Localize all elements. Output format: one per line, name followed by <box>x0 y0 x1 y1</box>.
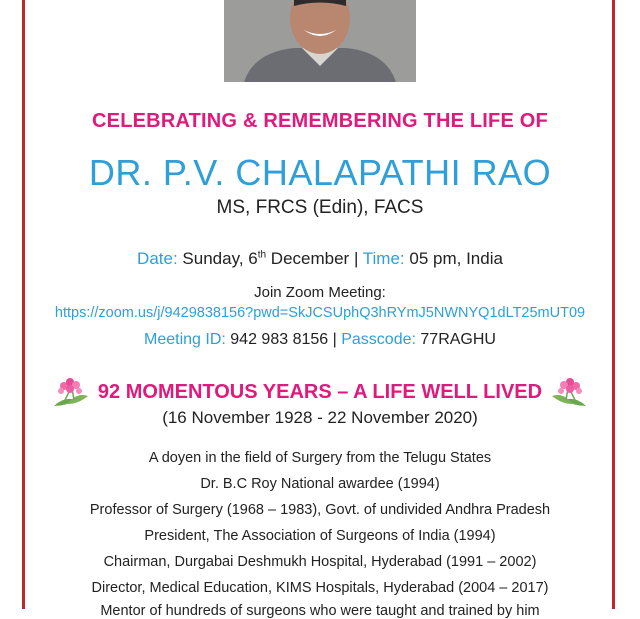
time-label: Time: <box>362 249 405 268</box>
honoree-qualifications: MS, FRCS (Edin), FACS <box>216 197 424 218</box>
passcode-value: 77RAGHU <box>420 331 496 348</box>
join-zoom-label: Join Zoom Meeting: <box>254 284 386 301</box>
portrait-photo <box>224 0 416 82</box>
date-time-separator: | <box>353 249 359 268</box>
meeting-id-label: Meeting ID: <box>144 331 226 348</box>
time-value: 05 pm, India <box>409 249 503 268</box>
pink-flower-icon <box>50 376 90 408</box>
celebrating-heading: CELEBRATING & REMEMBERING THE LIFE OF <box>92 110 548 132</box>
life-dates: (16 November 1928 - 22 November 2020) <box>162 408 478 427</box>
bio-line: Dr. B.C Roy National awardee (1994) <box>200 476 440 492</box>
meeting-id-value: 942 983 8156 <box>230 331 329 348</box>
event-date-time <box>0 249 640 269</box>
bio-line: A doyen in the field of Surgery from the Telugu States <box>148 450 492 466</box>
pink-flower-icon <box>550 376 590 408</box>
tagline-row <box>0 376 640 408</box>
bio-line: President, The Association of Surgeons of India (1994) <box>144 528 496 544</box>
zoom-meeting-link[interactable]: https://zoom.us/j/9429838156?pwd=SkJCSUphQ3hRYmJ5NWNYQ1dLT25mUT09 <box>54 305 586 321</box>
tagline: 92 MOMENTOUS YEARS – A LIFE WELL LIVED <box>97 380 543 403</box>
date-label: Date: <box>137 249 178 268</box>
bio-line: Director, Medical Education, KIMS Hospitals, Hyderabad (2004 – 2017) <box>91 580 549 596</box>
date-value: Sunday, 6th December <box>182 249 350 268</box>
passcode-label: Passcode: <box>341 331 416 348</box>
bio-line: Chairman, Durgabai Deshmukh Hospital, Hyderabad (1991 – 2002) <box>103 554 537 570</box>
meeting-credentials <box>0 331 640 349</box>
meeting-separator: | <box>332 331 337 348</box>
bio-line: Professor of Surgery (1968 – 1983), Govt. of undivided Andhra Pradesh <box>89 502 551 518</box>
honoree-name: DR. P.V. CHALAPATHI RAO <box>88 152 552 193</box>
bio-line: Mentor of hundreds of surgeons who were taught and trained by him <box>100 603 540 619</box>
